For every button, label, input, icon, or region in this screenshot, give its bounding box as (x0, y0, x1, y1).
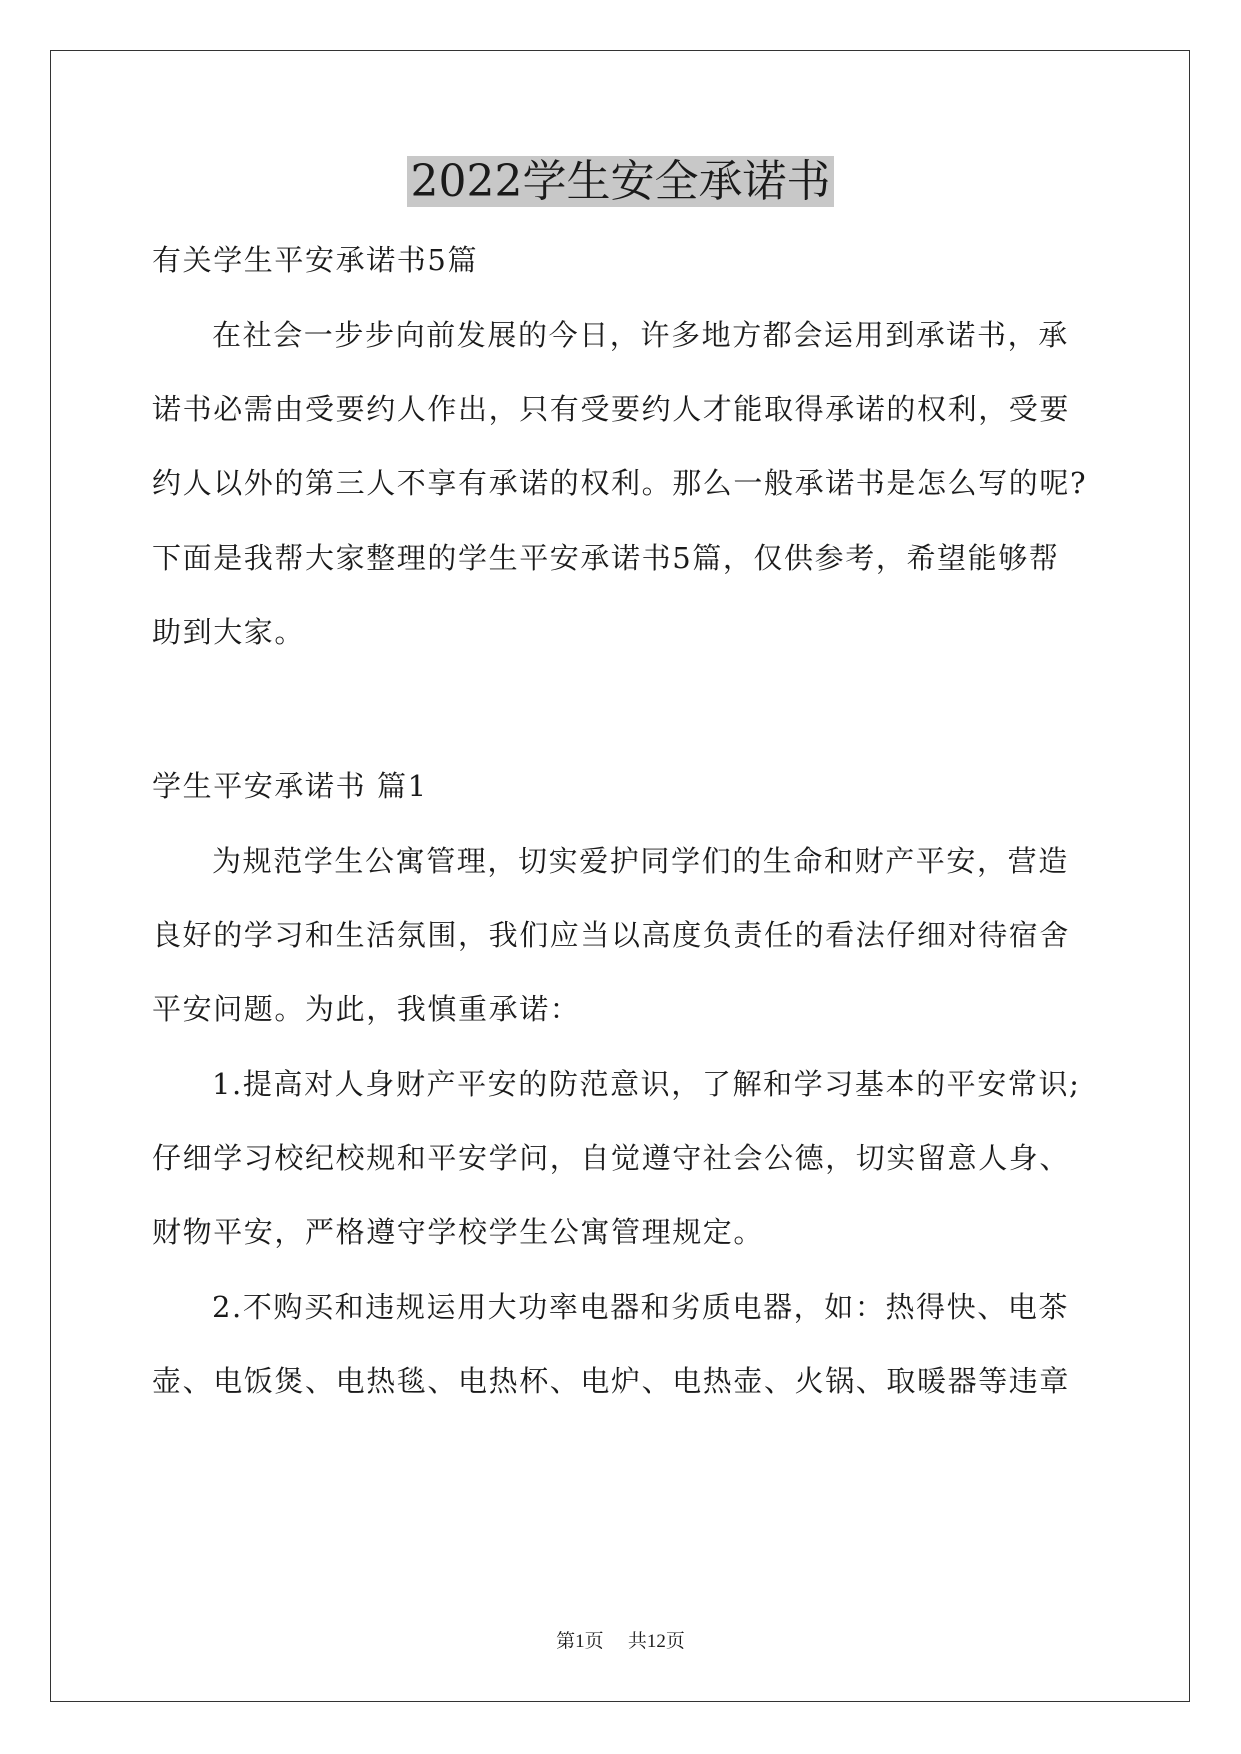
footer-page-number: 1 (575, 1631, 585, 1652)
footer-page-prefix: 第 (556, 1630, 576, 1652)
intro-line: 诺书必需由受要约人作出，只有受要约人才能取得承诺的权利，受要 (152, 392, 1071, 426)
document-title-text: 2022学生安全承诺书 (407, 156, 835, 207)
footer-page-suffix: 页 (584, 1630, 604, 1652)
section-line: 平安问题。为此，我慎重承诺： (152, 992, 581, 1026)
document-subtitle: 有关学生平安承诺书5篇 (152, 243, 479, 277)
section-line: 1.提高对人身财产平安的防范意识，了解和学习基本的平安常识; (212, 1067, 1081, 1101)
footer-total-pages: 12 (646, 1631, 666, 1652)
footer-total-suffix: 页 (665, 1630, 685, 1652)
section-line: 2.不购买和违规运用大功率电器和劣质电器，如：热得快、电茶 (212, 1290, 1070, 1324)
intro-line: 下面是我帮大家整理的学生平安承诺书5篇，仅供参考，希望能够帮 (152, 541, 1060, 575)
section-line: 仔细学习校纪校规和平安学问，自觉遵守社会公德，切实留意人身、 (152, 1141, 1071, 1175)
section-line: 财物平安，严格遵守学校学生公寓管理规定。 (152, 1215, 765, 1249)
intro-line: 约人以外的第三人不享有承诺的权利。那么一般承诺书是怎么写的呢? (152, 466, 1088, 500)
section-line: 良好的学习和生活氛围，我们应当以高度负责任的看法仔细对待宿舍 (152, 918, 1071, 952)
section-line: 壶、电饭煲、电热毯、电热杯、电炉、电热壶、火锅、取暖器等违章 (152, 1364, 1071, 1398)
section-heading: 学生平安承诺书 篇1 (152, 769, 428, 803)
footer-total-prefix: 共 (627, 1630, 647, 1652)
intro-line: 助到大家。 (152, 615, 306, 649)
document-title (0, 152, 1241, 212)
page-footer (0, 1628, 1241, 1655)
section-line: 为规范学生公寓管理，切实爱护同学们的生命和财产平安，营造 (212, 844, 1069, 878)
intro-line: 在社会一步步向前发展的今日，许多地方都会运用到承诺书，承 (212, 318, 1069, 352)
